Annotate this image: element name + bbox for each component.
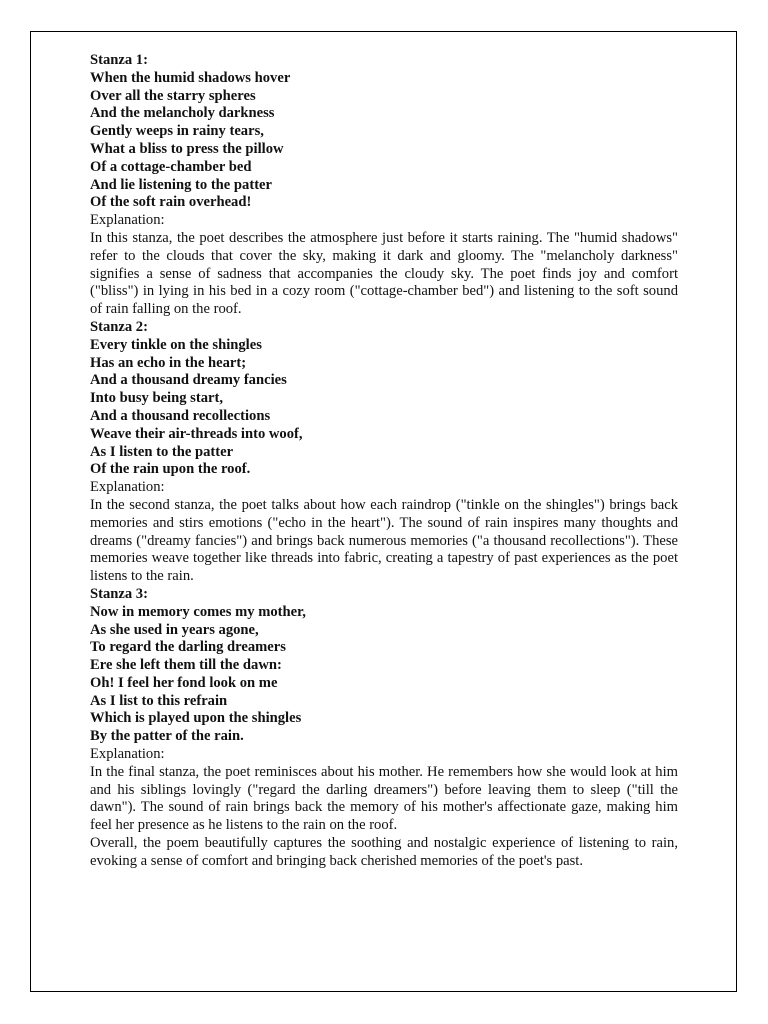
verse-line: Weave their air-threads into woof, [90,425,303,442]
verse-line: Every tinkle on the shingles [90,336,262,353]
verse-line: By the patter of the rain. [90,728,244,745]
verse-line: And lie listening to the patter [90,176,273,193]
conclusion-paragraph: Overall, the poem beautifully captures the soothing and nostalgic experience of listening to rain, evoking a sense of comfort and bringing back cherished memories of the poet's past. [90,835,678,869]
verse-line: Oh! I feel her fond look on me [90,674,278,691]
stanza-heading: Stanza 2: [90,318,148,335]
verse-line: Has an echo in the heart; [90,354,247,371]
verse-line: Of the rain upon the roof. [90,461,251,478]
verse-line: Which is played upon the shingles [90,710,302,727]
stanza-heading: Stanza 1: [90,52,148,68]
verse-line: Now in memory comes my mother, [90,603,306,620]
verse-line: And the melancholy darkness [90,105,275,122]
verse-line: Gently weeps in rainy tears, [90,123,264,140]
explanation-paragraph: In the second stanza, the poet talks about how each raindrop ("tinkle on the shingles") brings back memories and stirs emotions ("echo in the heart"). The sound of rain inspires many thoughts and dreams ("dreamy fancies") and brings back numerous memories ("a thousand recollections"). These memories weave together like threads into fabric, creating a tapestry of past experiences as the poet listens to the rain. [90,496,678,585]
explanation-paragraph: In this stanza, the poet describes the atmosphere just before it starts raining. The "humid shadows" refer to the clouds that cover the sky, making it dark and gloomy. The "melancholy darkness" signifies a sense of sadness that accompanies the cloudy sky. The poet finds joy and comfort ("bliss") in lying in his bed in a cozy room ("cottage-chamber bed") and listening to the soft sound of rain falling on the roof. [90,229,678,318]
verse-line: Of a cottage-chamber bed [90,158,252,175]
verse-line: And a thousand dreamy fancies [90,372,287,389]
verse-line: As she used in years agone, [90,621,259,638]
stanza-heading: Stanza 3: [90,585,148,602]
stanza-1 [90,52,678,319]
verse-line: To regard the darling dreamers [90,639,286,656]
verse-line: Of the soft rain overhead! [90,194,252,211]
explanation-label: Explanation: [90,212,165,229]
explanation-paragraph: In the final stanza, the poet reminisces about his mother. He remembers how she would look at him and his siblings lovingly ("regard the darling dreamers") before leaving them to sleep ("till the dawn"). The sound of rain brings back the memory of his mother's affectionate gaze, making him feel her presence as he listens to the rain on the roof. [90,763,678,834]
stanza-2 [90,319,678,586]
verse-line: As I list to this refrain [90,692,228,709]
explanation-label: Explanation: [90,746,165,763]
verse-line: Ere she left them till the dawn: [90,657,282,674]
verse-line: Over all the starry spheres [90,87,256,104]
explanation-label: Explanation: [90,479,165,496]
verse-line: And a thousand recollections [90,407,271,424]
stanza-3 [90,586,678,835]
document-body [90,52,678,871]
verse-line: What a bliss to press the pillow [90,140,284,157]
verse-line: When the humid shadows hover [90,69,291,86]
verse-line: Into busy being start, [90,390,223,407]
verse-line: As I listen to the patter [90,443,234,460]
